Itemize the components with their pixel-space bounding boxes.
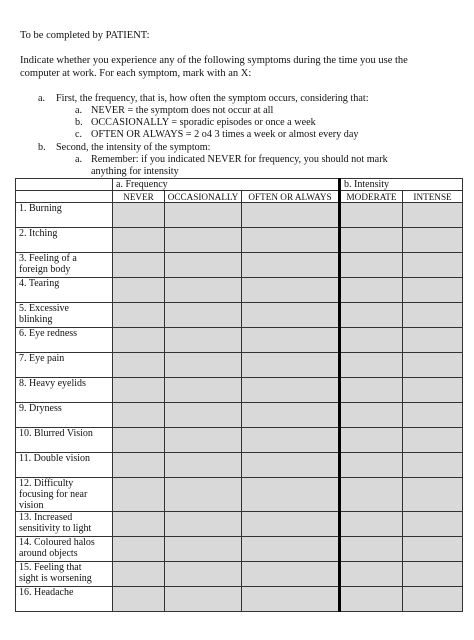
instruction-line-2: computer at work. For each symptom, mark with an X: xyxy=(20,68,252,79)
checkbox-cell-occasionally[interactable] xyxy=(165,353,242,378)
table-row xyxy=(16,203,463,228)
checkbox-cell-occasionally[interactable] xyxy=(165,328,242,353)
checkbox-cell-never[interactable] xyxy=(113,353,165,378)
checkbox-cell-intense[interactable] xyxy=(403,228,463,253)
step-a-item-marker: b. xyxy=(75,117,83,128)
step-a-item-often: OFTEN OR ALWAYS = 2 o4 3 times a week or almost every day xyxy=(91,129,359,140)
symptom-label-line: 5. Excessive xyxy=(19,303,69,314)
symptom-label xyxy=(16,278,113,303)
column-header-never: NEVER xyxy=(113,191,165,203)
checkbox-cell-moderate[interactable] xyxy=(340,478,403,512)
symptom-label-line: blinking xyxy=(19,314,53,325)
checkbox-cell-often-or-always[interactable] xyxy=(242,328,340,353)
table-row xyxy=(16,253,463,278)
checkbox-cell-moderate[interactable] xyxy=(340,203,403,228)
step-a-marker: a. xyxy=(38,93,46,104)
symptom-label xyxy=(16,512,113,537)
symptom-label xyxy=(16,328,113,353)
checkbox-cell-occasionally[interactable] xyxy=(165,378,242,403)
column-header-occasionally: OCCASIONALLY xyxy=(165,191,242,203)
checkbox-cell-often-or-always[interactable] xyxy=(242,453,340,478)
checkbox-cell-never[interactable] xyxy=(113,203,165,228)
checkbox-cell-often-or-always[interactable] xyxy=(242,403,340,428)
checkbox-cell-moderate[interactable] xyxy=(340,228,403,253)
checkbox-cell-never[interactable] xyxy=(113,403,165,428)
checkbox-cell-often-or-always[interactable] xyxy=(242,253,340,278)
symptom-label-line: sight is worsening xyxy=(19,573,92,584)
checkbox-cell-intense[interactable] xyxy=(403,278,463,303)
checkbox-cell-intense[interactable] xyxy=(403,587,463,612)
table-row xyxy=(16,562,463,587)
table-row xyxy=(16,353,463,378)
table-row xyxy=(16,278,463,303)
symptom-label-line: 8. Heavy eyelids xyxy=(19,378,86,389)
checkbox-cell-moderate[interactable] xyxy=(340,253,403,278)
checkbox-cell-often-or-always[interactable] xyxy=(242,353,340,378)
checkbox-cell-moderate[interactable] xyxy=(340,328,403,353)
checkbox-cell-occasionally[interactable] xyxy=(165,228,242,253)
symptom-label-line: vision xyxy=(19,500,44,511)
checkbox-cell-occasionally[interactable] xyxy=(165,278,242,303)
table-row xyxy=(16,512,463,537)
symptom-label xyxy=(16,303,113,328)
checkbox-cell-never[interactable] xyxy=(113,428,165,453)
checkbox-cell-occasionally[interactable] xyxy=(165,303,242,328)
checkbox-cell-intense[interactable] xyxy=(403,537,463,562)
column-header-moderate: MODERATE xyxy=(340,191,403,203)
symptom-label-line: 10. Blurred Vision xyxy=(19,428,93,439)
table-row xyxy=(16,537,463,562)
intensity-group-header: b. Intensity xyxy=(340,179,463,191)
checkbox-cell-intense[interactable] xyxy=(403,203,463,228)
table-row xyxy=(16,403,463,428)
checkbox-cell-occasionally[interactable] xyxy=(165,537,242,562)
checkbox-cell-intense[interactable] xyxy=(403,253,463,278)
checkbox-cell-intense[interactable] xyxy=(403,378,463,403)
checkbox-cell-often-or-always[interactable] xyxy=(242,537,340,562)
checkbox-cell-never[interactable] xyxy=(113,562,165,587)
symptom-label-line: 9. Dryness xyxy=(19,403,62,414)
checkbox-cell-intense[interactable] xyxy=(403,353,463,378)
form-intro: To be completed by PATIENT: xyxy=(20,30,150,41)
table-row xyxy=(16,478,463,512)
checkbox-cell-moderate[interactable] xyxy=(340,587,403,612)
table-row xyxy=(16,453,463,478)
checkbox-cell-intense[interactable] xyxy=(403,562,463,587)
symptom-label xyxy=(16,478,113,512)
step-b-item-line-2: anything for intensity xyxy=(91,166,179,177)
checkbox-cell-never[interactable] xyxy=(113,453,165,478)
checkbox-cell-occasionally[interactable] xyxy=(165,203,242,228)
checkbox-cell-intense[interactable] xyxy=(403,453,463,478)
symptom-label xyxy=(16,453,113,478)
checkbox-cell-never[interactable] xyxy=(113,478,165,512)
checkbox-cell-intense[interactable] xyxy=(403,328,463,353)
step-b-item-marker: a. xyxy=(75,154,83,165)
checkbox-cell-occasionally[interactable] xyxy=(165,403,242,428)
checkbox-cell-moderate[interactable] xyxy=(340,428,403,453)
symptom-label xyxy=(16,228,113,253)
checkbox-cell-moderate[interactable] xyxy=(340,378,403,403)
checkbox-cell-often-or-always[interactable] xyxy=(242,278,340,303)
symptom-label-line: sensitivity to light xyxy=(19,523,92,534)
checkbox-cell-often-or-always[interactable] xyxy=(242,303,340,328)
symptom-label-line: 16. Headache xyxy=(19,587,74,598)
symptom-label-line: 12. Difficulty xyxy=(19,478,74,489)
checkbox-cell-never[interactable] xyxy=(113,378,165,403)
checkbox-cell-often-or-always[interactable] xyxy=(242,478,340,512)
checkbox-cell-occasionally[interactable] xyxy=(165,253,242,278)
checkbox-cell-moderate[interactable] xyxy=(340,562,403,587)
checkbox-cell-occasionally[interactable] xyxy=(165,562,242,587)
checkbox-cell-never[interactable] xyxy=(113,587,165,612)
checkbox-cell-intense[interactable] xyxy=(403,303,463,328)
checkbox-cell-occasionally[interactable] xyxy=(165,428,242,453)
symptom-label-line: 2. Itching xyxy=(19,228,58,239)
symptom-label-line: 4. Tearing xyxy=(19,278,60,289)
symptom-label-line: focusing for near xyxy=(19,489,88,500)
symptom-label xyxy=(16,203,113,228)
checkbox-cell-often-or-always[interactable] xyxy=(242,512,340,537)
instruction-line-1: Indicate whether you experience any of the following symptoms during the time you use the xyxy=(20,55,408,66)
symptom-table xyxy=(15,178,463,612)
step-b-item-line-1: Remember: if you indicated NEVER for frequency, you should not mark xyxy=(91,154,388,165)
checkbox-cell-often-or-always[interactable] xyxy=(242,203,340,228)
symptom-label xyxy=(16,562,113,587)
symptom-label-line: 15. Feeling that xyxy=(19,562,82,573)
checkbox-cell-never[interactable] xyxy=(113,253,165,278)
checkbox-cell-occasionally[interactable] xyxy=(165,512,242,537)
symptom-label xyxy=(16,587,113,612)
checkbox-cell-moderate[interactable] xyxy=(340,403,403,428)
checkbox-cell-never[interactable] xyxy=(113,512,165,537)
checkbox-cell-never[interactable] xyxy=(113,303,165,328)
checkbox-cell-often-or-always[interactable] xyxy=(242,228,340,253)
checkbox-cell-often-or-always[interactable] xyxy=(242,428,340,453)
checkbox-cell-moderate[interactable] xyxy=(340,303,403,328)
table-row xyxy=(16,378,463,403)
symptom-label xyxy=(16,428,113,453)
column-header-often-or-always: OFTEN OR ALWAYS xyxy=(242,191,340,203)
checkbox-cell-intense[interactable] xyxy=(403,428,463,453)
checkbox-cell-intense[interactable] xyxy=(403,512,463,537)
checkbox-cell-intense[interactable] xyxy=(403,478,463,512)
table-row xyxy=(16,228,463,253)
symptom-label-line: foreign body xyxy=(19,264,71,275)
step-a-text: First, the frequency, that is, how often the symptom occurs, considering that: xyxy=(56,93,369,104)
symptom-label-line: around objects xyxy=(19,548,78,559)
checkbox-cell-often-or-always[interactable] xyxy=(242,587,340,612)
checkbox-cell-moderate[interactable] xyxy=(340,537,403,562)
checkbox-cell-moderate[interactable] xyxy=(340,453,403,478)
header-blank xyxy=(16,191,113,203)
checkbox-cell-occasionally[interactable] xyxy=(165,453,242,478)
frequency-group-header: a. Frequency xyxy=(113,179,340,191)
checkbox-cell-never[interactable] xyxy=(113,328,165,353)
symptom-label xyxy=(16,253,113,278)
checkbox-cell-occasionally[interactable] xyxy=(165,587,242,612)
symptom-label xyxy=(16,378,113,403)
symptom-label-line: 14. Coloured halos xyxy=(19,537,95,548)
checkbox-cell-intense[interactable] xyxy=(403,403,463,428)
checkbox-cell-never[interactable] xyxy=(113,278,165,303)
symptom-label-line: 11. Double vision xyxy=(19,453,91,464)
step-a-item-occasionally: OCCASIONALLY = sporadic episodes or once a week xyxy=(91,117,316,128)
symptom-label xyxy=(16,353,113,378)
header-blank xyxy=(16,179,113,191)
checkbox-cell-never[interactable] xyxy=(113,537,165,562)
symptom-label-line: 3. Feeling of a xyxy=(19,253,77,264)
step-a-item-marker: a. xyxy=(75,105,83,116)
step-b-text: Second, the intensity of the symptom: xyxy=(56,142,211,153)
symptom-label-line: 1. Burning xyxy=(19,203,62,214)
symptom-label-line: 13. Increased xyxy=(19,512,73,523)
step-b-marker: b. xyxy=(38,142,46,153)
checkbox-cell-often-or-always[interactable] xyxy=(242,562,340,587)
checkbox-cell-occasionally[interactable] xyxy=(165,478,242,512)
table-row xyxy=(16,328,463,353)
column-header-intense: INTENSE xyxy=(403,191,463,203)
checkbox-cell-moderate[interactable] xyxy=(340,512,403,537)
symptom-label-line: 6. Eye redness xyxy=(19,328,78,339)
table-row xyxy=(16,428,463,453)
table-row xyxy=(16,303,463,328)
table-row xyxy=(16,587,463,612)
symptom-label xyxy=(16,403,113,428)
checkbox-cell-moderate[interactable] xyxy=(340,278,403,303)
checkbox-cell-never[interactable] xyxy=(113,228,165,253)
step-a-item-marker: c. xyxy=(75,129,83,140)
symptom-label-line: 7. Eye pain xyxy=(19,353,65,364)
checkbox-cell-often-or-always[interactable] xyxy=(242,378,340,403)
checkbox-cell-moderate[interactable] xyxy=(340,353,403,378)
symptom-label xyxy=(16,537,113,562)
step-a-item-never: NEVER = the symptom does not occur at all xyxy=(91,105,274,116)
